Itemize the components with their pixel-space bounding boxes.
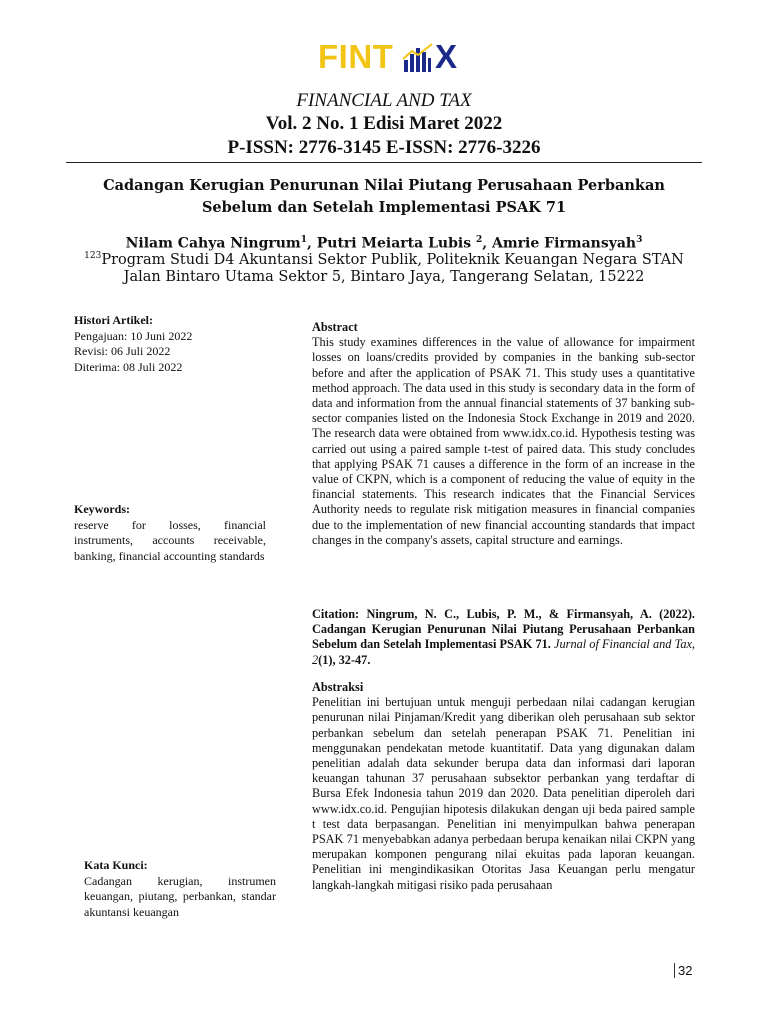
citation-journal: Jurnal of Financial and Tax, 2 [312,637,695,667]
abstract-section [312,320,695,548]
article-history [74,313,266,375]
citation-text: Citation: Ningrum, N. C., Lubis, P. M., & Firmansyah, A. (2022). Cadangan Kerugian Penurunan Nilai Piutang Perusahaan Perbankan Sebelum dan Setelah Implementasi PSAK 71. [312,607,695,652]
history-heading: Histori Artikel: [74,313,153,327]
citation [312,607,695,668]
keywords-section [74,502,266,564]
kata-kunci-heading: Kata Kunci: [84,858,148,872]
citation-tail: (1), 32-47. [318,652,371,667]
history-item: Diterima: 08 Juli 2022 [74,359,183,374]
affiliation-line1: $^{123}$Program Studi D4 Akuntansi Sektor Publik, Politeknik Keuangan Negara STAN [84,251,684,268]
page-number: 32 [674,963,692,978]
header-divider [66,162,702,163]
keywords-heading: Keywords: [74,502,130,516]
logo-text-left: FINT [318,38,394,75]
journal-issn: P-ISSN: 2776-3145 E-ISSN: 2776-3226 [227,137,541,158]
article-title-line1: Cadangan Kerugian Penurunan Nilai Piutang Perusahaan Perbankan [103,177,665,194]
history-item: Pengajuan: 10 Juni 2022 [74,328,193,343]
journal-volume: Vol. 2 No. 1 Edisi Maret 2022 [265,113,503,134]
author-3: Amrie Firmansyah [491,235,637,252]
journal-logo [318,38,458,76]
article-title-line2: Sebelum dan Setelah Implementasi PSAK 71 [201,199,567,216]
abstract-heading: Abstract [312,320,358,334]
author-2: Putri Meiarta Lubis [316,235,476,252]
bar-chart-icon [402,42,434,74]
journal-name: FINANCIAL AND TAX [296,90,472,111]
abstract-text: This study examines differences in the value of allowance for impairment losses on loans/credits provided by companies in the banking sub-sector before and after the application of PSAK 71. This study uses a quantitative method approach. The data used in this study is secondary data in the form of data and information from the annual financial statements of 37 banking sub-sector companies listed on the Indonesia Stock Exchange in 2019 and 2020. The research data were obtained from www.idx.co.id. Hypothesis testing was carried out using a paired sample t-test of paired data. This study concludes that applying PSAK 71 causes a difference in the form of an increase in the value of CKPN, which is a component of reducing the value of equity in the financial statements. This research indicates that the Financial Services Authority needs to regulate risk mitigation measures in financial companies due to the implementation of new financial accounting standards that impact changes in the company's assets, capital structure and earnings. [312,335,695,547]
author-1: Nilam Cahya Ningrum [125,235,301,252]
keywords-text: reserve for losses, financial instruments, accounts receivable, banking, financial accounting standards [74,517,266,563]
affiliation-line2: Jalan Bintaro Utama Sektor 5, Bintaro Jaya, Tangerang Selatan, 15222 [123,269,645,285]
abstraksi-text: Penelitian ini bertujuan untuk menguji perbedaan nilai cadangan kerugian penurunan nilai Pinjaman/Kredit yang diberikan oleh perusahaan sub sektor perbankan sebelum dan setelah penerapan PSAK 71. Penelitian ini menggunakan pendekatan metode kuantitatif. Data yang digunakan dalam penelitian adalah data sekunder berupa data dan informasi dari laporan keuangan tahunan 37 perusahaan subsektor perbankan yang terdaftar di Bursa Efek Indonesia tahun 2019 dan 2020. Data penelitian diperoleh dari www.idx.co.id. Pengujian hipotesis dilakukan dengan uji beda paired sample t test data berpasangan. Penelitian ini menyimpulkan bahwa penerapan PSAK 71 menyebabkan adanya perbedaan berupa kenaikan nilai CKPN yang merupakan komponen pengurang nilai ekuitas pada laporan keuangan. Penelitian ini mengindikasikan Otoritas Jasa Keuangan perlu mengatur langkah-langkah mitigasi risiko pada perusahaan [312,695,695,892]
abstraksi-heading: Abstraksi [312,680,364,694]
author-list: Nilam Cahya Ningrum$^1$, Putri Meiarta Lubis $^2$, Amrie Firmansyah$^3$ [125,235,643,252]
history-item: Revisi: 06 Juli 2022 [74,344,171,358]
abstraksi-section [312,680,695,893]
logo-text-right: X [435,38,458,75]
kata-kunci-text: Cadangan kerugian, instrumen keuangan, piutang, perbankan, standar akuntansi keuangan [84,873,276,919]
kata-kunci-section [84,858,276,920]
